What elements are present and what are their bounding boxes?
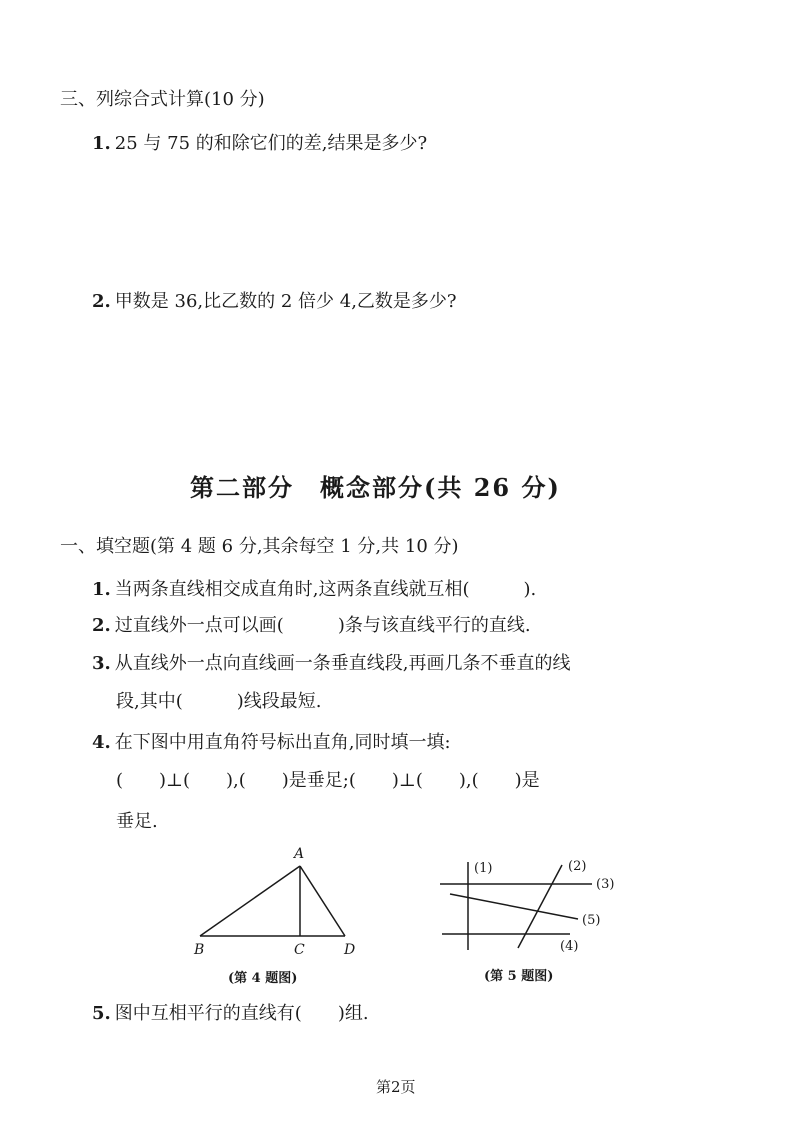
label-b: B: [194, 942, 205, 958]
question-text: 当两条直线相交成直角时,这两条直线就互相( ).: [114, 579, 537, 600]
fill-question-5: [92, 1002, 369, 1026]
line-ab: [200, 866, 300, 936]
question-text: 从直线外一点向直线画一条垂直线段,再画几条不垂直的线: [114, 653, 571, 674]
section-3-title: 三、列综合式计算(10 分): [60, 89, 265, 110]
question-text: 25 与 75 的和除它们的差,结果是多少?: [114, 133, 428, 154]
label-1: (1): [474, 861, 493, 876]
label-a: A: [294, 846, 305, 862]
question-number: 4.: [92, 732, 111, 753]
label-c: C: [294, 942, 305, 958]
question-text: 甲数是 36,比乙数的 2 倍少 4,乙数是多少?: [114, 291, 457, 312]
question-3-1: [92, 132, 427, 156]
part-2-title: 第二部分 概念部分(共 26 分): [190, 473, 561, 502]
question-3-2: [92, 290, 457, 314]
fill-question-2: [92, 614, 531, 638]
fill-question-4-line-1: [92, 731, 451, 755]
figure-4-triangle: [180, 840, 380, 965]
label-d: D: [344, 942, 356, 958]
figure-5-caption: (第 5 题图): [484, 969, 554, 984]
figure-4-caption: (第 4 题图): [228, 971, 298, 986]
question-text: 图中互相平行的直线有( )组.: [114, 1003, 369, 1024]
question-number: 3.: [92, 653, 111, 674]
fill-question-4-line-3: 垂足.: [116, 811, 158, 832]
fill-question-4-line-2: ( )⊥( ),( )是垂足;( )⊥( ),( )是: [116, 770, 540, 791]
question-number: 1.: [92, 133, 111, 154]
fill-question-3-line-2: 段,其中( )线段最短.: [116, 691, 322, 712]
label-5: (5): [582, 913, 601, 928]
fill-section-title: 一、填空题(第 4 题 6 分,其余每空 1 分,共 10 分): [60, 536, 459, 557]
question-text: 在下图中用直角符号标出直角,同时填一填:: [114, 732, 451, 753]
label-4: (4): [560, 939, 579, 954]
page-number: 第2页: [376, 1078, 416, 1096]
label-3: (3): [596, 877, 615, 892]
question-text: 过直线外一点可以画( )条与该直线平行的直线.: [114, 615, 531, 636]
line-5: [450, 894, 578, 919]
figure-5-lines: [430, 850, 630, 960]
fill-question-1: [92, 578, 536, 602]
label-2: (2): [568, 859, 587, 874]
fill-question-3-line-1: [92, 652, 571, 676]
line-ad: [300, 866, 345, 936]
question-number: 2.: [92, 291, 111, 312]
question-number: 5.: [92, 1003, 111, 1024]
question-number: 2.: [92, 615, 111, 636]
line-2: [518, 865, 562, 948]
question-number: 1.: [92, 579, 111, 600]
